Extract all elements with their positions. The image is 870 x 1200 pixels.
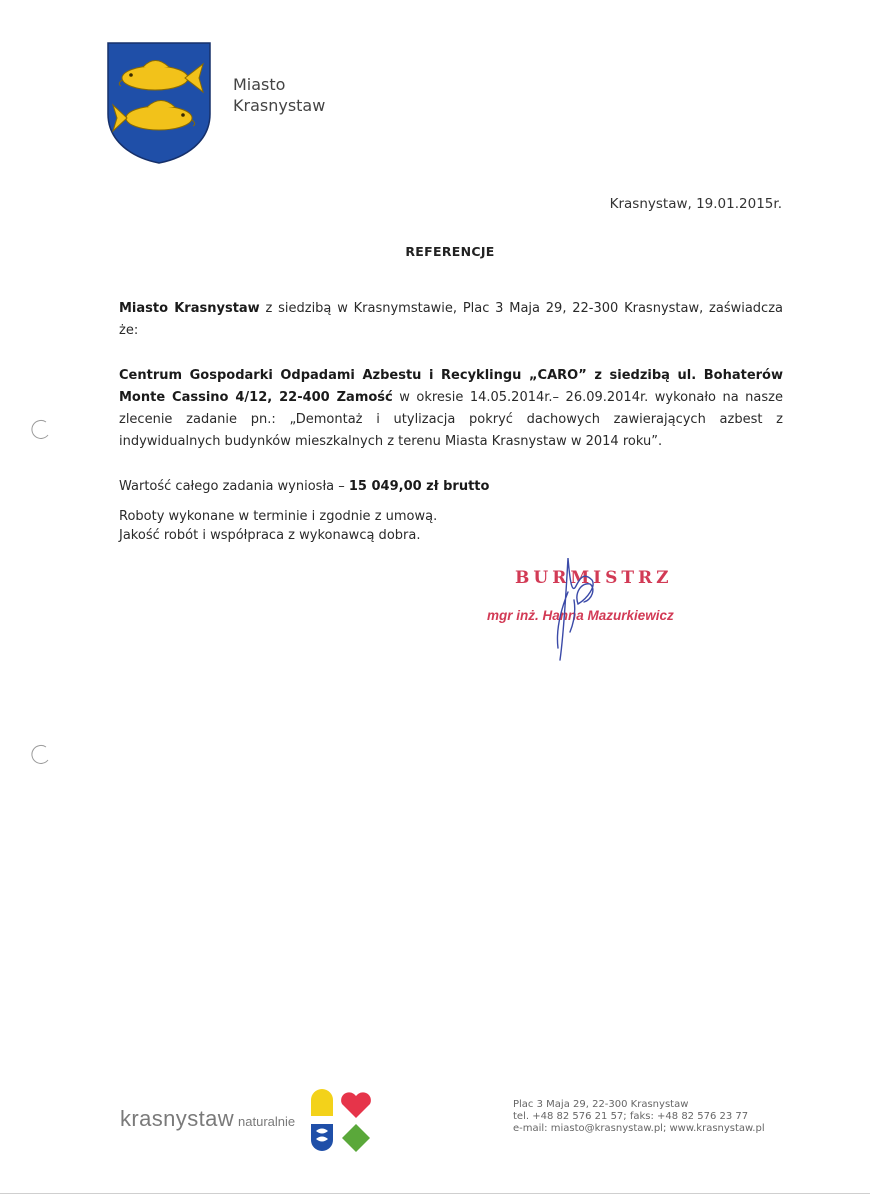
contact-block — [513, 1099, 765, 1135]
signature-icon — [530, 552, 600, 664]
bottom-divider — [0, 1193, 870, 1194]
value-amount: 15 049,00 zł brutto — [348, 479, 490, 494]
document-title: REFERENCJE — [405, 244, 495, 259]
paragraph-issuer — [119, 298, 783, 342]
assessment-line2: Jakość robót i współpraca z wykonawcą dobra. — [119, 528, 421, 543]
value-text: Wartość całego zadania wyniosła – — [119, 479, 349, 494]
contact-email-web: e-mail: miasto@krasnystaw.pl; www.krasnystaw.pl — [513, 1123, 765, 1134]
brand-wordmark — [120, 1106, 295, 1132]
assessment-line1: Roboty wykonane w terminie i zgodnie z umową. — [119, 509, 438, 524]
contact-address: Plac 3 Maja 29, 22-300 Krasnystaw — [513, 1099, 689, 1110]
paragraph-assessment — [119, 507, 783, 545]
brand-tagline: naturalnie — [238, 1114, 296, 1129]
city-name-line2: Krasnystaw — [233, 96, 326, 115]
issuer-text: z siedzibą w Krasnymstawie, Plac 3 Maja 29, 22-300 Krasnystaw, zaświadcza że: — [119, 301, 783, 338]
paragraph-value — [119, 476, 783, 498]
contact-phone: tel. +48 82 576 21 57; faks: +48 82 576 23 77 — [513, 1111, 749, 1122]
document-date: Krasnystaw, 19.01.2015r. — [609, 196, 782, 212]
punch-hole-icon — [30, 419, 50, 441]
coat-of-arms-icon — [107, 42, 211, 164]
stamp-title: BURMISTRZ — [515, 568, 673, 588]
krasnystaw-logo-icon — [308, 1086, 376, 1154]
punch-hole-icon — [30, 744, 50, 766]
city-name-line1: Miasto — [233, 75, 286, 94]
brand-name: krasnystaw — [120, 1106, 235, 1131]
contractor-name: Centrum Gospodarki Odpadami Azbestu i Recyklingu „CARO” z siedzibą ul. Bohaterów Monte Cassino 4/12, 22-400 Zamość — [119, 368, 783, 405]
city-name — [233, 74, 325, 116]
contractor-text: w okresie 14.05.2014r.– 26.09.2014r. wykonało na nasze zlecenie zadanie pn.: „Demontaż i utylizacja pokryć dachowych zawierających azbest z indywidualnych budynków mieszkalnych z terenu Miasta Krasnystaw w 2014 roku”. — [119, 390, 783, 449]
stamp-name: mgr inż. Hanna Mazurkiewicz — [487, 608, 674, 623]
paragraph-contractor — [119, 365, 783, 453]
issuer-name: Miasto Krasnystaw — [119, 301, 260, 316]
